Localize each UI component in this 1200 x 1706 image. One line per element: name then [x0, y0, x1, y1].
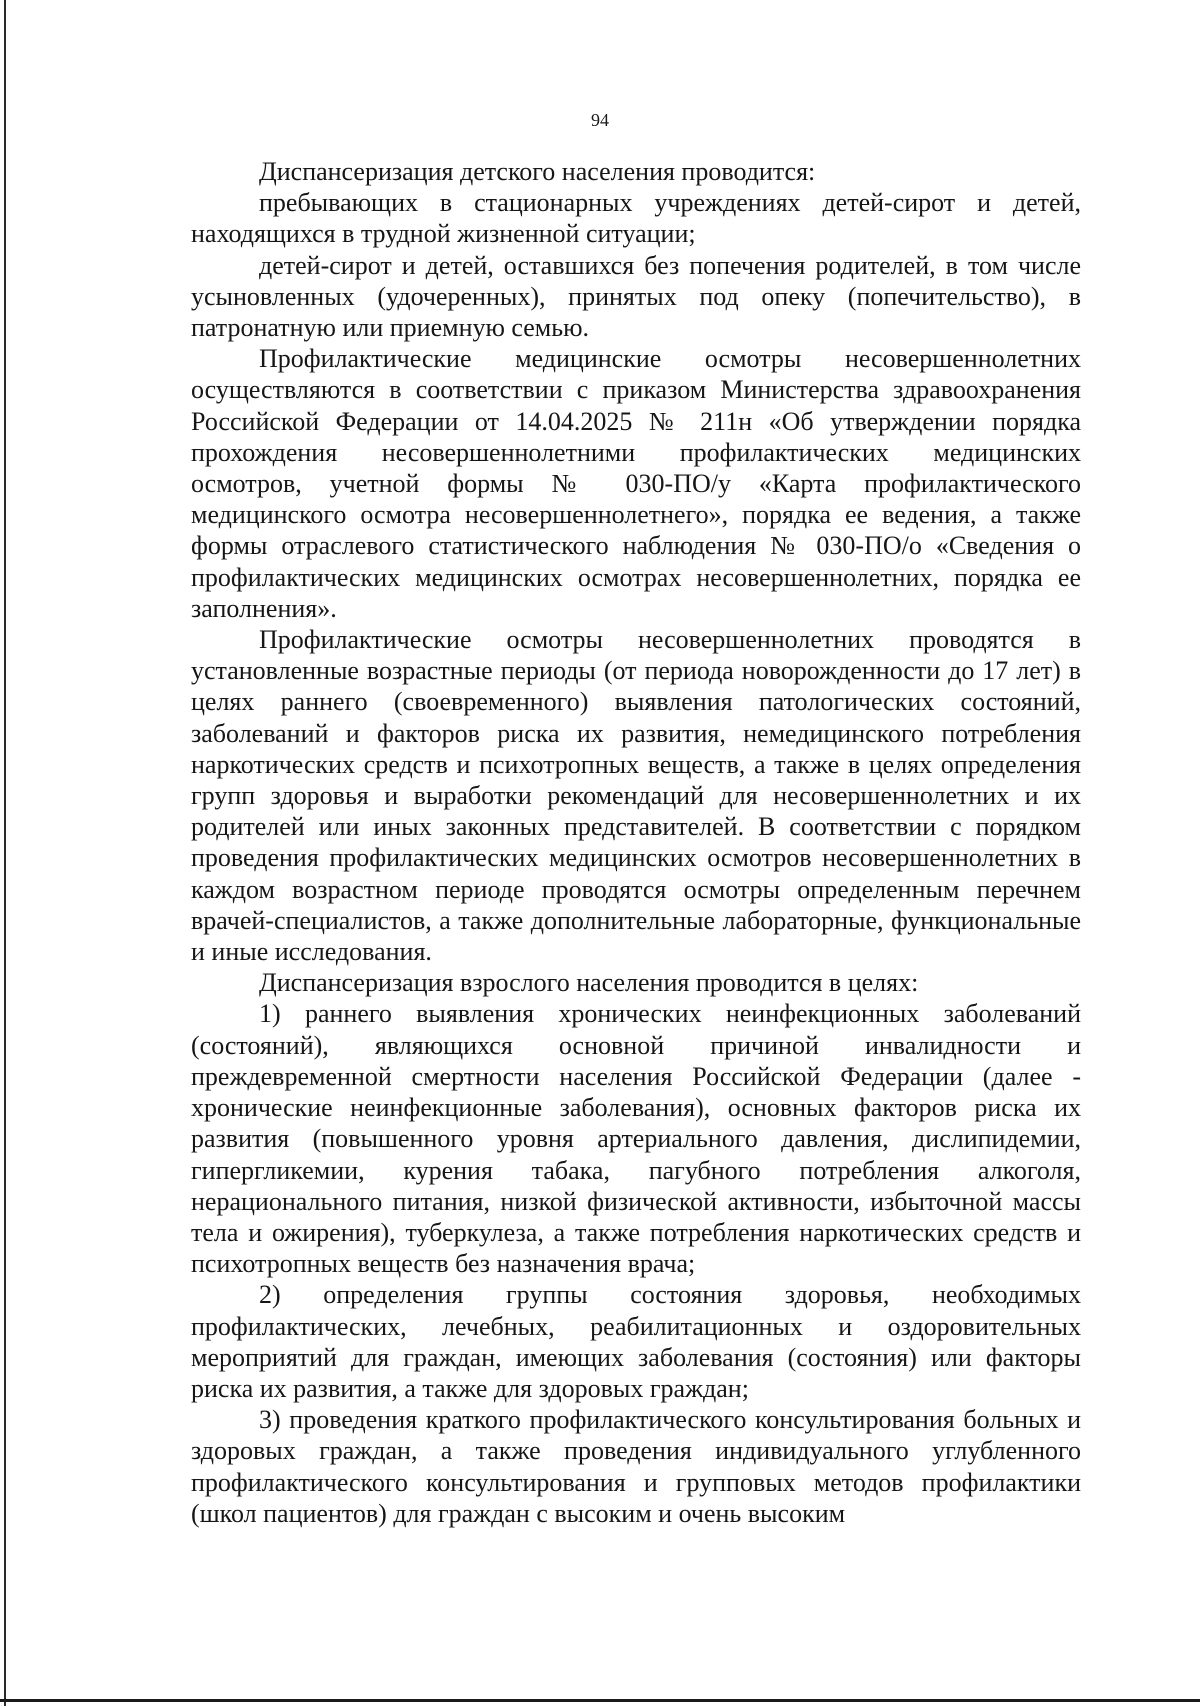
- page-number: 94: [591, 110, 609, 130]
- paragraph-adult-exam-intro: Диспансеризация взрослого населения проводится в целях:: [259, 968, 919, 998]
- list-item-3: 3) проведения краткого профилактического консультирования больных и здоровых граждан, а также проведения индивидуального углубленного профилактического консультирования и групповых методов профилактики (школ пациентов) для граждан с высоким и очень высоким: [191, 1405, 1081, 1528]
- paragraph-minor-checkups-periods: Профилактические осмотры несовершеннолетних проводятся в установленные возрастные периоды (от периода новорожденности до 17 лет) в целях раннего (своевременного) выявления патологических состояний, заболеваний и факторов риска их развития, немедицинского потребления наркотических средств и психотропных веществ, а также в целях определения групп здоровья и выработки рекомендаций для несовершеннолетних и их родителей или иных законных представителей. В соответствии с порядком проведения профилактических медицинских осмотров несовершеннолетних в каждом возрастном периоде проводятся осмотры определенным перечнем врачей-специалистов, а также дополнительные лабораторные, функциональные и иные исследования.: [191, 625, 1081, 967]
- paragraph-orphans-without-care: детей-сирот и детей, оставшихся без попечения родителей, в том числе усыновленных (удочеренных), принятых под опеку (попечительство), в патронатную или приемную семью.: [191, 250, 1081, 343]
- paragraph-minor-checkups-order: Профилактические медицинские осмотры несовершеннолетних осуществляются в соответствии с приказом Министерства здравоохранения Российской Федерации от 14.04.2025 № 211н «Об утверждении порядка прохождения несовершеннолетними профилактических медицинских осмотров, учетной формы № 030-ПО/у «Карта профилактического медицинского осмотра несовершеннолетнего», порядка ее ведения, а также формы отраслевого статистического наблюдения № 030-ПО/о «Сведения о профилактических медицинских осмотрах несовершеннолетних, порядка ее заполнения».: [191, 344, 1081, 623]
- scan-bottom-edge: [0, 1699, 1200, 1702]
- paragraph-orphans-in-institutions: пребывающих в стационарных учреждениях детей-сирот и детей, находящихся в трудной жизненной ситуации;: [191, 188, 1081, 249]
- paragraph-child-exam-intro: Диспансеризация детского населения проводится:: [259, 157, 816, 186]
- document-body: [191, 156, 1081, 1529]
- list-item-2: 2) определения группы состояния здоровья, необходимых профилактических, лечебных, реабилитационных и оздоровительных мероприятий для граждан, имеющих заболевания (состояния) или факторы риска их развития, а также для здоровых граждан;: [191, 1280, 1081, 1403]
- scan-left-edge: [4, 0, 6, 1706]
- list-item-1: 1) раннего выявления хронических неинфекционных заболеваний (состояний), являющихся основной причиной инвалидности и преждевременной смертности населения Российской Федерации (далее - хронические неинфекционные заболевания), основных факторов риска их развития (повышенного уровня артериального давления, дислипидемии, гипергликемии, курения табака, пагубного потребления алкоголя, нерационального питания, низкой физической активности, избыточной массы тела и ожирения), туберкулеза, а также потребления наркотических средств и психотропных веществ без назначения врача;: [191, 999, 1081, 1279]
